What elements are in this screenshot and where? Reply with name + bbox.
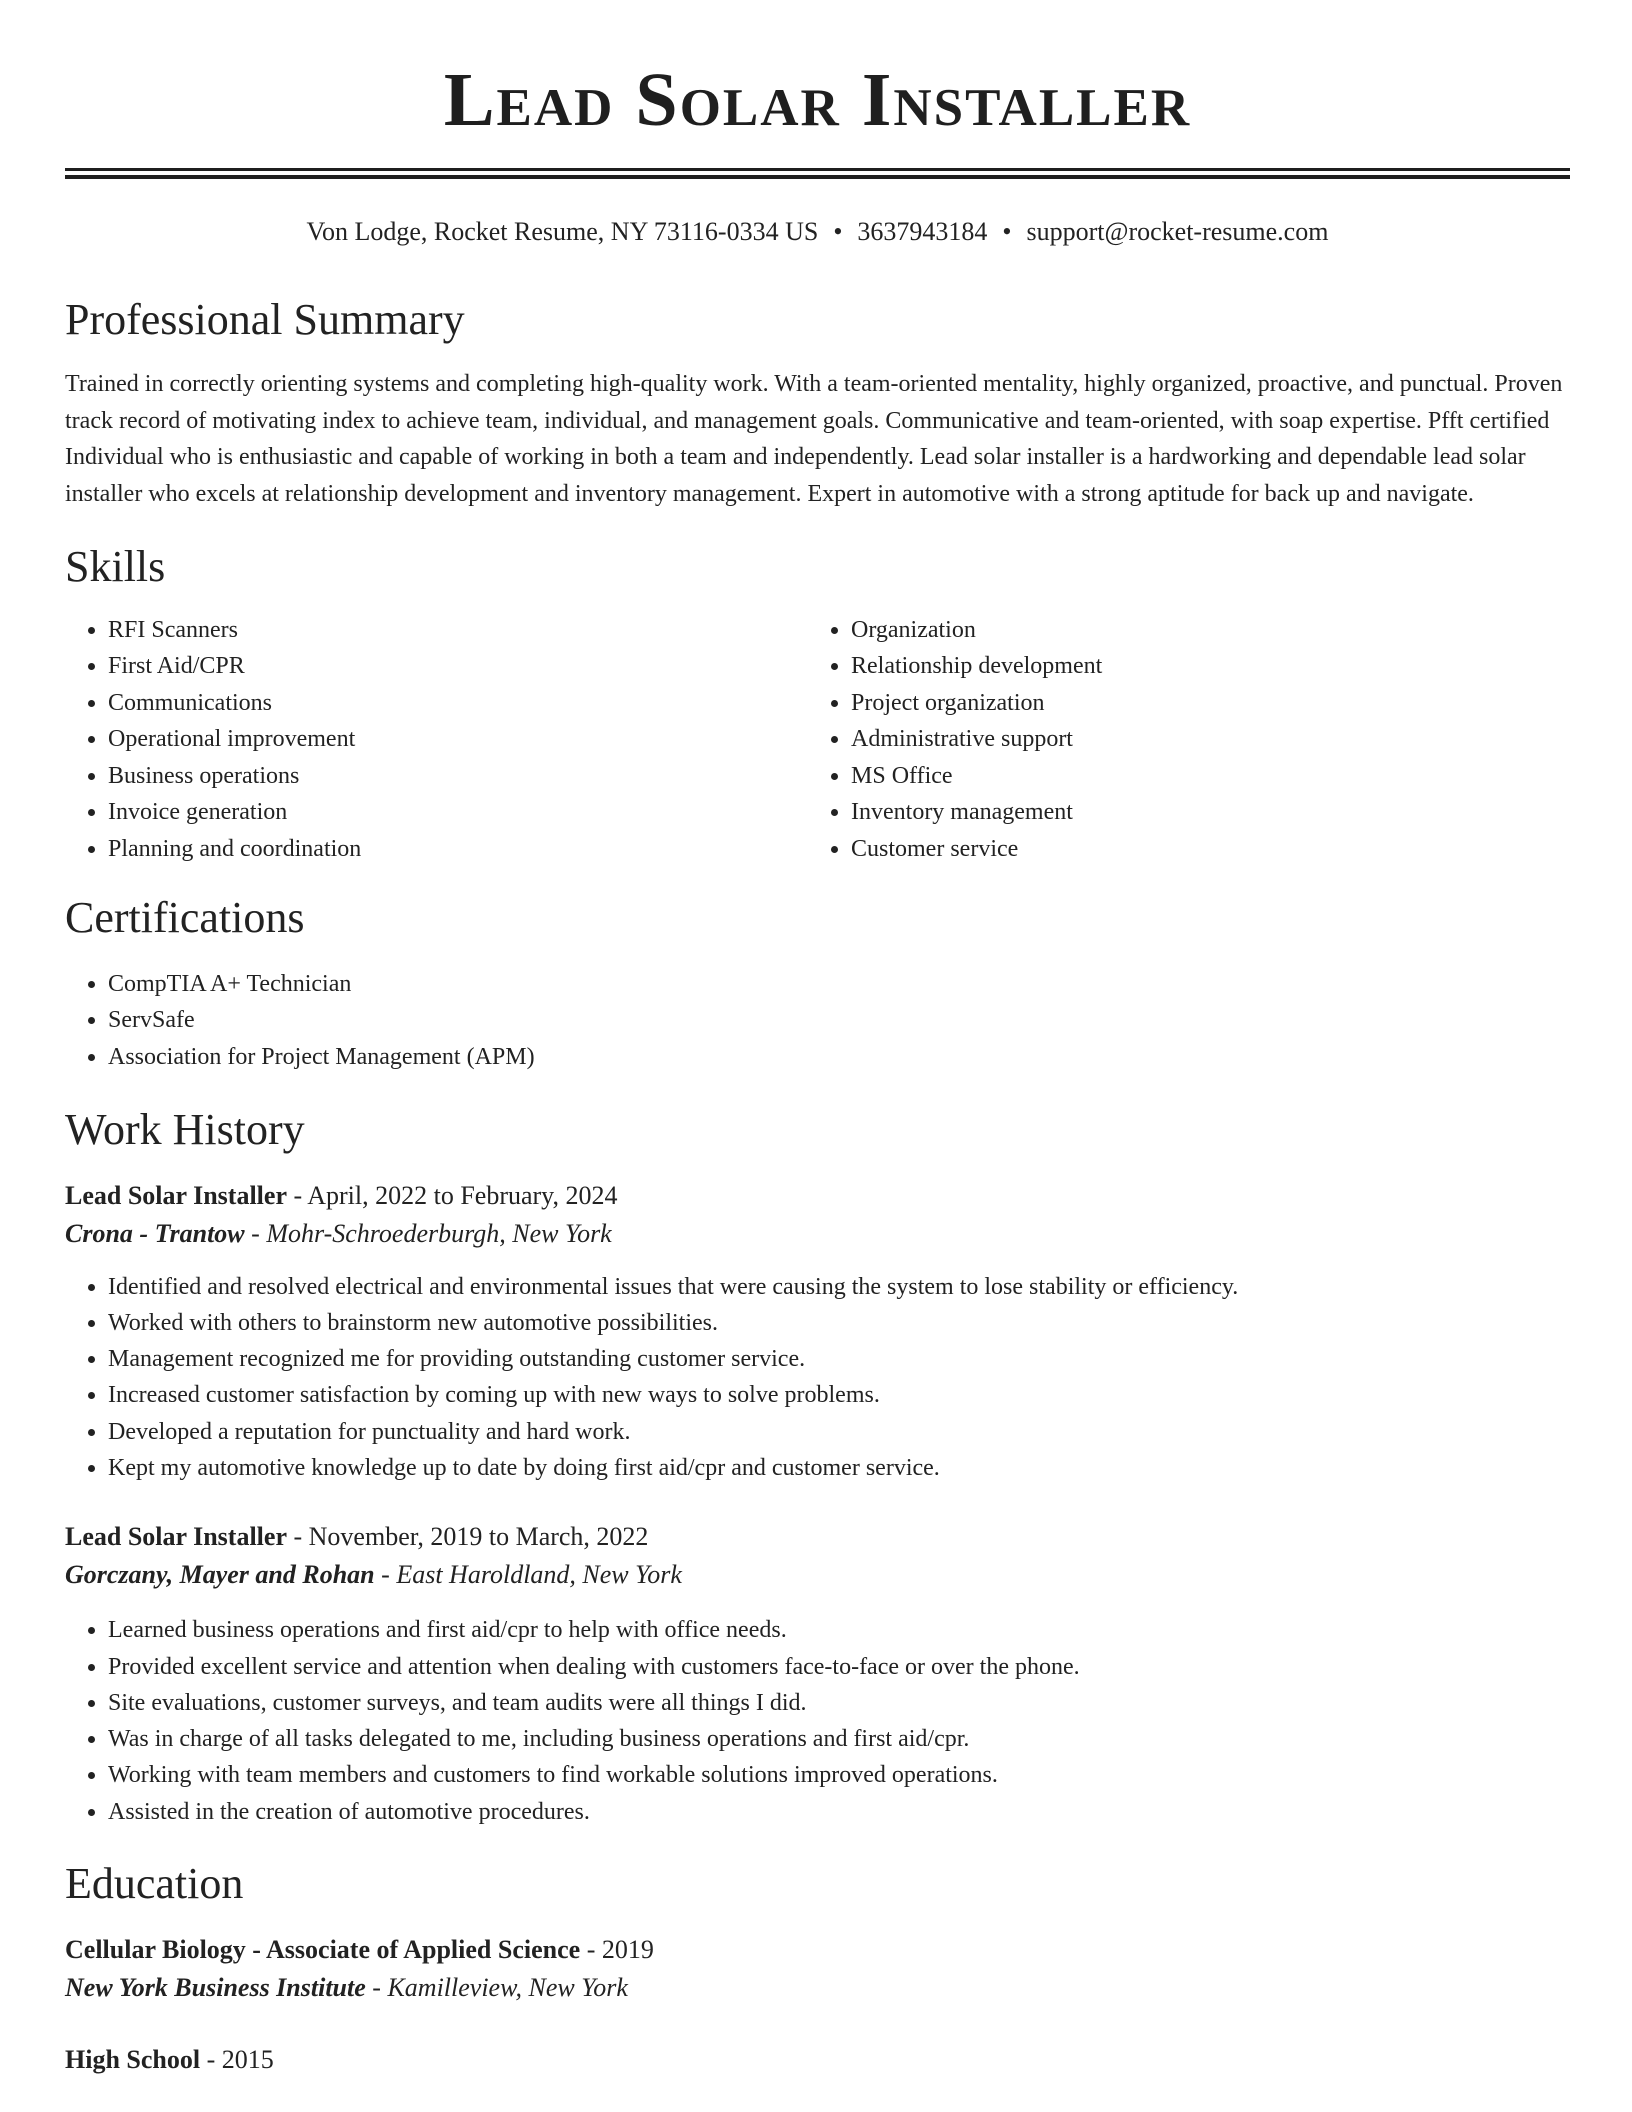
section-heading-certifications: Certifications [65, 892, 305, 942]
education-location: Kamilleview, New York [387, 1973, 628, 2003]
job-company-line [65, 1215, 1570, 1253]
job-company-italic [65, 1219, 612, 1248]
skill-item: • Invoice generation [108, 794, 808, 831]
certifications-list [65, 966, 1570, 1076]
job-bullet: • Learned business operations and first aid/cpr to help with office needs. [108, 1612, 1570, 1648]
resume-title: Lead Solar Installer [443, 58, 1192, 142]
job-bullet: • Management recognized me for providing outstanding customer service. [108, 1341, 1570, 1377]
skill-item: • Operational improvement [108, 721, 808, 758]
section-heading-summary: Professional Summary [65, 295, 465, 344]
section-heading-work-history: Work History [65, 1104, 305, 1154]
contact-line [65, 214, 1570, 250]
job-company: Gorczany, Mayer and Rohan [65, 1560, 375, 1590]
job-title-line [65, 1518, 1570, 1556]
job-company-line [65, 1556, 1570, 1594]
job-bullet: • Working with team members and customers to find workable solutions improved operations. [108, 1757, 1570, 1793]
job-bullet: • Worked with others to brainstorm new automotive possibilities. [108, 1305, 1570, 1341]
education-degree-line [65, 2045, 1570, 2074]
education-year: 2015 [221, 2045, 274, 2075]
skill-item: • Inventory management [851, 794, 1570, 831]
job-bullet: • Increased customer satisfaction by coming up with new ways to solve problems. [108, 1377, 1570, 1413]
job-location: Mohr-Schroederburgh, New York [266, 1218, 612, 1248]
job-bullet-list [65, 1612, 1570, 1830]
skill-item: • Relationship development [851, 648, 1570, 685]
education-school: New York Business Institute [65, 1973, 366, 2003]
job-bullet: • Was in charge of all tasks delegated to me, including business operations and first aid/cpr. [108, 1721, 1570, 1757]
skill-item: • Customer service [851, 831, 1570, 868]
certification-item: • ServSafe [108, 1002, 1570, 1039]
certification-item: • Association for Project Management (APM) [108, 1039, 1570, 1076]
field-separator: - [200, 2045, 222, 2075]
skills-list-left [65, 612, 808, 868]
field-separator: - [374, 1560, 397, 1590]
job-dates: April, 2022 to February, 2024 [307, 1180, 618, 1210]
skill-item: • Organization [851, 612, 1570, 649]
job-bullet: • Identified and resolved electrical and environmental issues that were causing the system to lose stability or efficiency. [108, 1269, 1570, 1305]
job-header [65, 1518, 1570, 1594]
education-school-line [65, 1969, 1570, 2007]
field-separator: - [286, 1522, 309, 1552]
field-separator: - [286, 1180, 308, 1210]
skill-item: • Communications [108, 685, 808, 722]
job-header [65, 1177, 1570, 1253]
job-bullet: • Developed a reputation for punctuality and hard work. [108, 1414, 1570, 1450]
skill-item: • Project organization [851, 685, 1570, 722]
contact-address: Von Lodge, Rocket Resume, NY 73116-0334 US [306, 217, 819, 246]
skill-item: • Business operations [108, 758, 808, 795]
education-year: 2019 [601, 1935, 654, 1965]
summary-text: Trained in correctly orienting systems and completing high-quality work. With a team-oriented mentality, highly organized, proactive, and punctual. Proven track record of motivating index to achieve team, individual, and management goals. Communicative and team-oriented, with soap expertise. Pfft certified Individual who is enthusiastic and capable of working in both a team and independently. Lead solar installer is a hardworking and dependable lead solar installer who excels at relationship development and inventory management. Expert in automotive with a strong aptitude for back up and navigate. [65, 371, 1563, 507]
skill-item: • Planning and coordination [108, 831, 808, 868]
job-bullet: • Assisted in the creation of automotive procedures. [108, 1794, 1570, 1830]
skills-list-right [808, 612, 1570, 868]
job-location: East Haroldland, New York [396, 1560, 682, 1590]
job-company: Crona - Trantow [65, 1218, 245, 1248]
job-title: Lead Solar Installer [65, 1522, 287, 1552]
header-double-rule [65, 168, 1570, 179]
education-school-italic [65, 1973, 628, 2002]
skills-grid [65, 612, 1570, 868]
contact-email: support@rocket-resume.com [1026, 217, 1329, 246]
skill-item: • First Aid/CPR [108, 648, 808, 685]
certification-item: • CompTIA A+ Technician [108, 966, 1570, 1003]
section-heading-education: Education [65, 1859, 244, 1909]
job-dates: November, 2019 to March, 2022 [308, 1522, 649, 1552]
skill-item: • RFI Scanners [108, 612, 808, 649]
field-separator: - [244, 1218, 267, 1248]
job-bullet: • Kept my automotive knowledge up to date by doing first aid/cpr and customer service. [108, 1450, 1570, 1486]
education-entry [65, 1931, 1570, 2007]
job-title: Lead Solar Installer [65, 1180, 287, 1210]
education-entry [65, 2045, 1570, 2074]
skill-item: • MS Office [851, 758, 1570, 795]
section-heading-skills: Skills [65, 541, 166, 591]
contact-separator: • [1002, 217, 1012, 246]
job-company-italic [65, 1560, 682, 1589]
job-bullet: • Provided excellent service and attention when dealing with customers face-to-face or over the phone. [108, 1649, 1570, 1685]
contact-phone: 3637943184 [857, 217, 988, 246]
field-separator: - [580, 1935, 602, 1965]
job-title-line [65, 1177, 1570, 1215]
contact-separator: • [833, 217, 843, 246]
education-degree-line [65, 1931, 1570, 1969]
education-degree: High School [65, 2045, 201, 2075]
job-bullet-list [65, 1269, 1570, 1487]
education-degree: Cellular Biology - Associate of Applied Science [65, 1935, 581, 1965]
job-bullet: • Site evaluations, customer surveys, and team audits were all things I did. [108, 1685, 1570, 1721]
field-separator: - [365, 1973, 388, 2003]
skill-item: • Administrative support [851, 721, 1570, 758]
